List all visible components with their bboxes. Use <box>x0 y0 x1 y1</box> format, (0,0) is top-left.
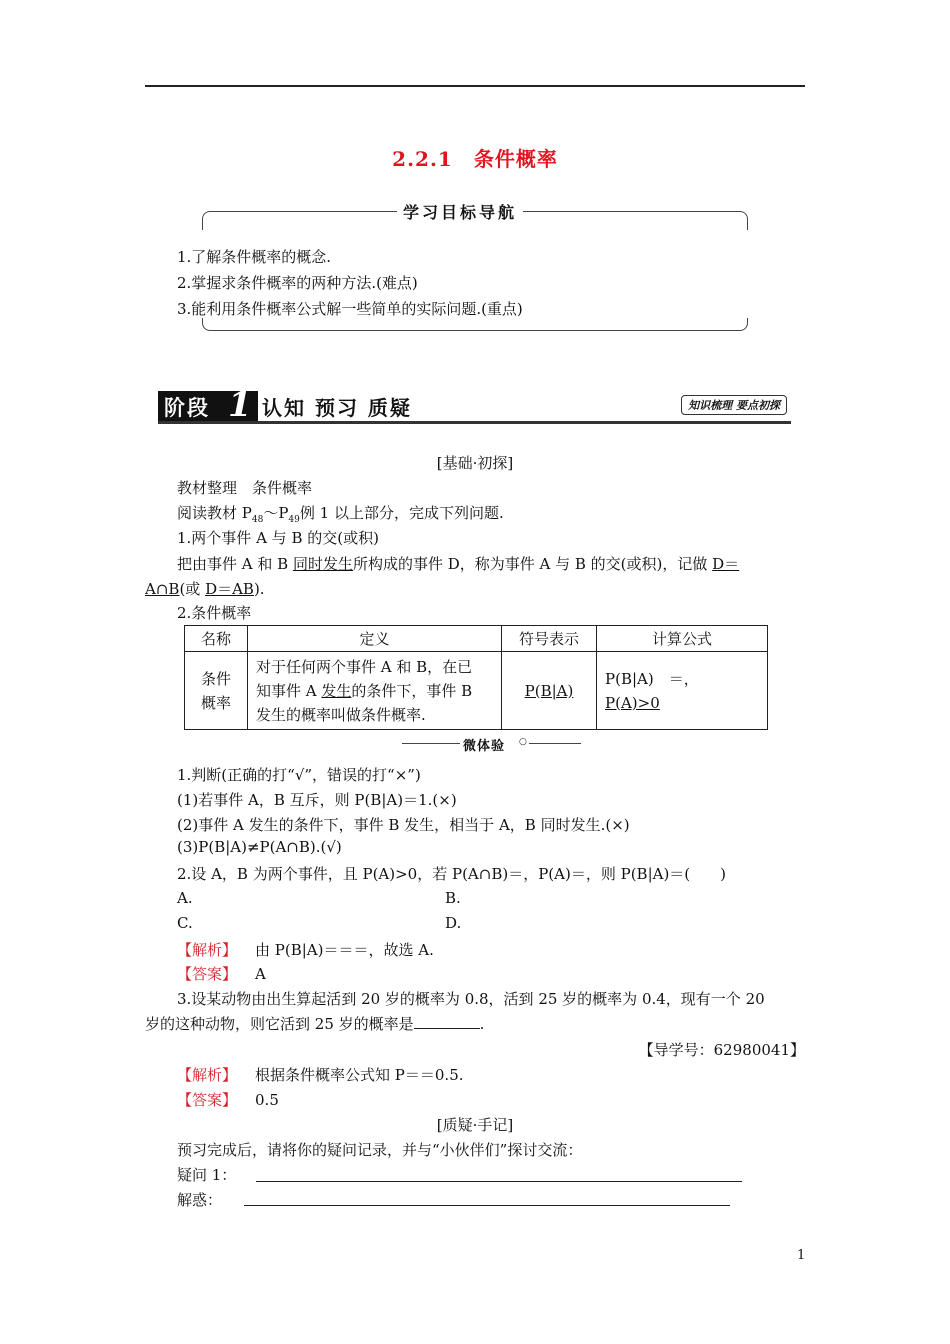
question-write-line[interactable] <box>256 1181 742 1182</box>
q3-answer-label: 【答案】 <box>177 1091 238 1109</box>
q3-stem-line-1: 3.设某动物由出生算起活到 20 岁的概率为 0.8，活到 25 岁的概率为 0.4，现有一个 20 <box>177 990 765 1008</box>
table-header-formula: 计算公式 <box>597 626 768 652</box>
table-cell-name <box>185 652 248 730</box>
answer-label: 解惑： <box>177 1191 223 1209</box>
goals-frame-bottom <box>202 318 748 331</box>
name-line-1: 条件 <box>200 669 231 688</box>
def-line-1: 对于任何两个事件 A 和 B，在已 <box>256 657 473 676</box>
stage-badge-label: 阶段 <box>164 395 210 420</box>
def-line-3: 发生的概率叫做条件概率. <box>256 705 426 724</box>
read-post: 例 1 以上部分，完成下列问题. <box>299 504 504 522</box>
stage-banner <box>158 385 791 425</box>
q3-stem-text: 岁的这种动物，则它活到 25 岁的概率是 <box>145 1015 414 1033</box>
top-rule <box>145 85 805 87</box>
q2-stem: 2.设 A，B 为两个事件，且 P(A)>0，若 P(A∩B)＝，P(A)＝，则 P(B|A)＝( ) <box>177 865 727 883</box>
answer-write-line[interactable] <box>244 1205 730 1206</box>
q3-analysis-text: 根据条件概率公式知 P＝＝0.5. <box>255 1066 464 1084</box>
q3-answer <box>177 1089 279 1110</box>
q2-analysis <box>177 939 434 960</box>
s1-text-b: 所构成的事件 D，称为事件 A 与 B 的交(或积)，记做 <box>352 555 713 573</box>
q2-answer-text: A <box>255 965 266 983</box>
micro-divider-left <box>402 743 460 744</box>
stage-title: 认知 预习 质疑 <box>262 396 412 420</box>
s1-blank-1: 同时发生 <box>292 555 353 573</box>
question-label: 疑问 1： <box>177 1166 237 1184</box>
s1-blank-3: D＝AB <box>205 580 254 598</box>
def-text-a: 知事件 A <box>256 681 322 700</box>
read-pre: 阅读教材 P <box>177 504 252 522</box>
q1-item-2: (2)事件 A 发生的条件下，事件 B 发生，相当于 A，B 同时发生.(×) <box>177 816 630 834</box>
q1-item-3: (3)P(B|A)≠P(A∩B).(√) <box>177 838 342 856</box>
formula-line-2: P(A)>0 <box>605 693 660 712</box>
note-header: [质疑·手记] <box>436 1116 514 1134</box>
read-sub-1: 48 <box>251 515 264 525</box>
goal-item-2: 2.掌握求条件概率的两种方法.(难点) <box>177 274 418 292</box>
table-header-symbol: 符号表示 <box>502 626 597 652</box>
q3-answer-blank <box>414 1014 480 1029</box>
q1-stem: 1.判断(正确的打“√”，错误的打“×”) <box>177 766 421 784</box>
def-text-b: 的条件下，事件 B <box>351 681 473 700</box>
goal-item-3: 3.能利用条件概率公式解一些简单的实际问题.(重点) <box>177 300 523 318</box>
s1-text-a: 把由事件 A 和 B <box>177 555 293 573</box>
micro-circle-icon: ○ <box>519 737 527 747</box>
s1-text-c: (或 <box>179 580 206 598</box>
q1-item-1: (1)若事件 A，B 互斥，则 P(B|A)＝1.(×) <box>177 791 457 809</box>
section-2-heading: 2.条件概率 <box>177 604 252 622</box>
conditional-probability-table <box>184 625 768 730</box>
table-header-definition: 定义 <box>248 626 502 652</box>
q2-option-d: D. <box>445 914 462 932</box>
goal-item-1: 1.了解条件概率的概念. <box>177 248 332 266</box>
table-cell-definition <box>248 652 502 730</box>
stage-badge <box>158 385 258 425</box>
read-mid: ～P <box>263 504 289 522</box>
q3-stem-end: . <box>479 1015 485 1033</box>
s1-blank-2a: D＝ <box>712 555 740 573</box>
q3-analysis <box>177 1064 464 1085</box>
basic-header: [基础·初探] <box>436 454 514 472</box>
reading-instruction <box>177 502 504 525</box>
table-header-name: 名称 <box>185 626 248 652</box>
material-heading: 教材整理 条件概率 <box>177 479 313 497</box>
q2-analysis-text: 由 P(B|A)＝＝＝，故选 A. <box>255 941 434 959</box>
page-number: 1 <box>797 1248 806 1263</box>
micro-divider-right <box>529 743 581 744</box>
def-line-2 <box>256 679 493 703</box>
q3-analysis-label: 【解析】 <box>177 1066 238 1084</box>
section-1-line-1 <box>177 553 739 574</box>
formula-line-1: P(B|A) ＝， <box>605 669 699 688</box>
micro-experience-label: 微体验 <box>463 739 506 754</box>
table-cell-symbol <box>502 652 597 730</box>
section-1-heading: 1.两个事件 A 与 B 的交(或积) <box>177 529 379 547</box>
page-title: 2.2.1 条件概率 <box>392 147 558 171</box>
guide-number: 【导学号：62980041】 <box>638 1041 805 1059</box>
q3-stem-line-2 <box>145 1013 484 1034</box>
q2-analysis-label: 【解析】 <box>177 941 238 959</box>
q2-option-a: A. <box>177 889 193 907</box>
read-sub-2: 49 <box>288 515 300 525</box>
goals-header: 学习目标导航 <box>397 200 523 223</box>
symbol-blank: P(B|A) <box>524 681 574 700</box>
stage-tag: 知识梳理 要点初探 <box>681 395 787 415</box>
note-text: 预习完成后，请将你的疑问记录，并与“小伙伴们”探讨交流： <box>177 1141 583 1159</box>
name-line-2: 概率 <box>200 693 231 712</box>
s1-blank-2b: A∩B <box>145 580 180 598</box>
q2-option-c: C. <box>177 914 193 932</box>
def-blank: 发生 <box>321 681 352 700</box>
q2-answer <box>177 963 266 984</box>
q3-answer-text: 0.5 <box>255 1091 279 1109</box>
q2-answer-label: 【答案】 <box>177 965 238 983</box>
s1-text-d: ). <box>253 580 265 598</box>
stage-number: 1 <box>228 385 252 425</box>
q2-option-b: B. <box>445 889 461 907</box>
section-1-line-2 <box>145 578 265 599</box>
table-cell-formula <box>597 652 768 730</box>
